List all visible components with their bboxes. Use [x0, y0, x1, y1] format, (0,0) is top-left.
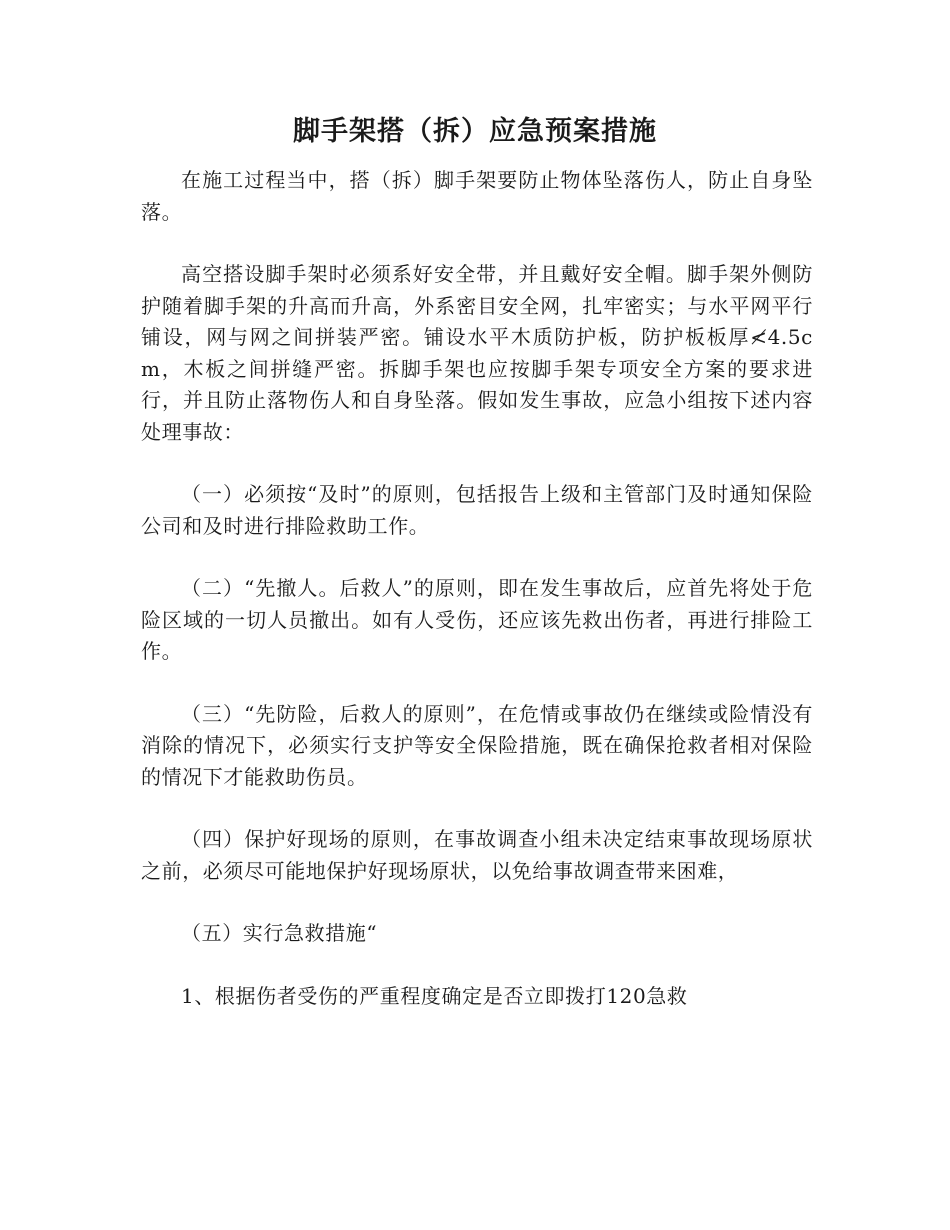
paragraph-item-4: （四）保护好现场的原则，在事故调查小组未决定结束事故现场原状之前，必须尽可能地保护好现场原状，以免给事故调查带来困难， [141, 827, 813, 883]
paragraph-step-1: 1、根据伤者受伤的严重程度确定是否立即拨打120急救 [181, 983, 688, 1008]
paragraph-item-1: （一）必须按“及时”的原则，包括报告上级和主管部门及时通知保险公司和及时进行排险救助工作。 [141, 482, 813, 538]
paragraph-requirements: 高空搭设脚手架时必须系好安全带，并且戴好安全帽。脚手架外侧防护随着脚手架的升高而升高，外系密目安全网，扎牢密实；与水平网平行铺设，网与网之间拼装严密。铺设水平木质防护板，防护板板厚≮4.5cm，木板之间拼缝严密。拆脚手架也应按脚手架专项安全方案的要求进行，并且防止落物伤人和自身坠落。假如发生事故，应急小组按下述内容处理事故： [141, 262, 813, 444]
paragraph-item-3: （三）“先防险，后救人的原则”，在危情或事故仍在继续或险情没有消除的情况下，必须实行支护等安全保险措施，既在确保抢救者相对保险的情况下才能救助伤员。 [141, 701, 813, 789]
paragraph-item-2: （二）“先撤人。后救人”的原则，即在发生事故后，应首先将处于危险区域的一切人员撤出。如有人受伤，还应该先救出伤者，再进行排险工作。 [141, 576, 813, 663]
paragraph-item-5: （五）实行急救措施“ [181, 921, 378, 945]
document-body [141, 165, 813, 1012]
paragraph-intro: 在施工过程当中，搭（拆）脚手架要防止物体坠落伤人，防止自身坠落。 [141, 168, 813, 224]
document-title: 脚手架搭（拆）应急预案措施 [293, 116, 657, 147]
